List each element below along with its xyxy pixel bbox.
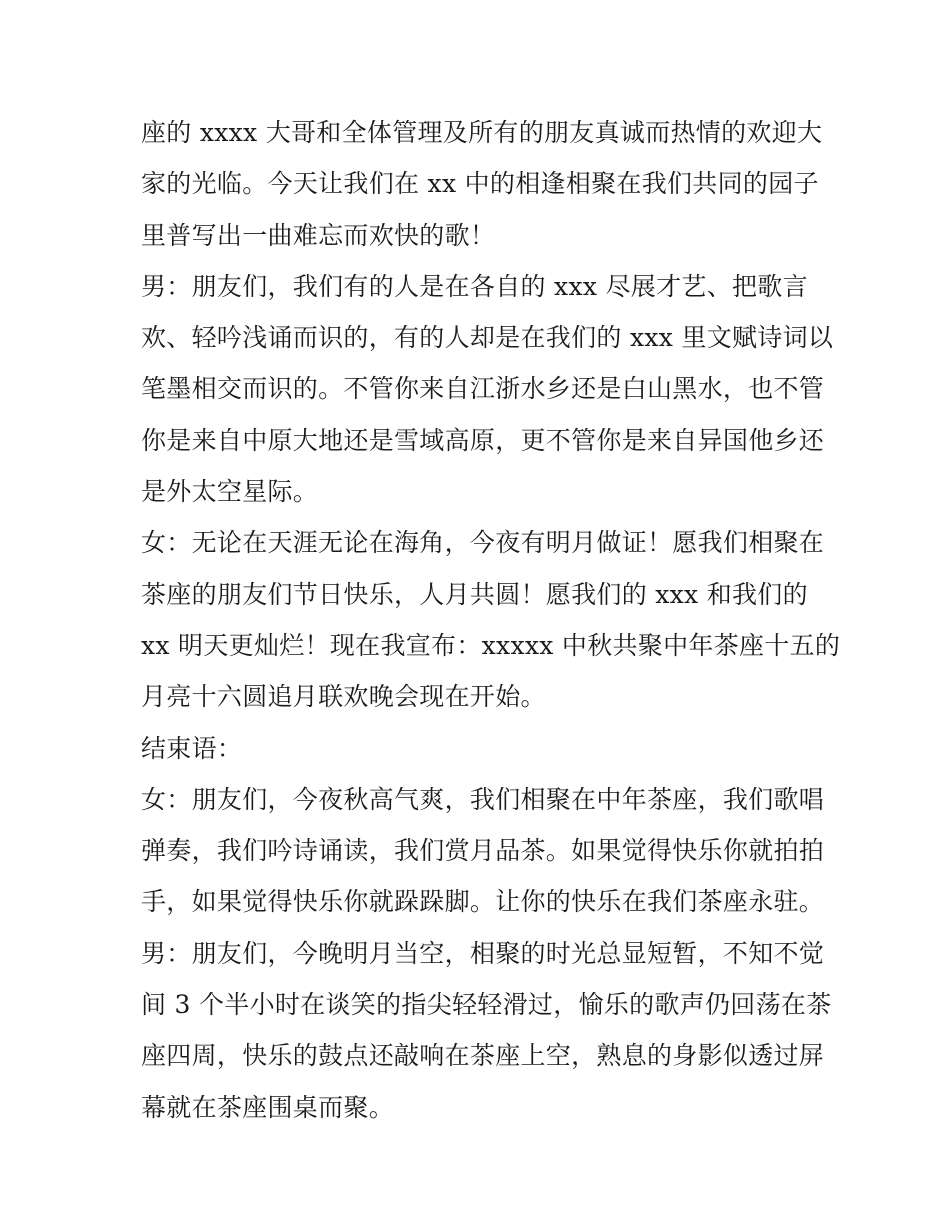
section-heading: 结束语： xyxy=(141,733,243,763)
text-line: 手，如果觉得快乐你就跺跺脚。让你的快乐在我们茶座永驻。 xyxy=(141,887,825,917)
text-line: 欢、轻吟浅诵而识的，有的人却是在我们的 xxx 里文赋诗词以 xyxy=(141,323,834,353)
text-line: 笔墨相交而识的。不管你来自江浙水乡还是白山黑水，也不管 xyxy=(141,374,825,404)
text-line: 是外太空星际。 xyxy=(141,477,319,507)
text-line: 女：朋友们，今夜秋高气爽，我们相聚在中年茶座，我们歌唱 xyxy=(141,784,825,814)
text-line: 男：朋友们，今晚明月当空，相聚的时光总显短暂，不知不觉 xyxy=(141,938,825,968)
text-line: 茶座的朋友们节日快乐，人月共圆！愿我们的 xxx 和我们的 xyxy=(141,579,808,609)
text-line: 里普写出一曲难忘而欢快的歌！ xyxy=(141,220,496,250)
text-line: xx 明天更灿烂！现在我宣布：xxxxx 中秋共聚中年茶座十五的 xyxy=(141,630,841,660)
text-line: 女：无论在天涯无论在海角，今夜有明月做证！愿我们相聚在 xyxy=(141,528,825,558)
text-line: 幕就在茶座围桌而聚。 xyxy=(141,1092,395,1122)
text-line: 座的 xxxx 大哥和全体管理及所有的朋友真诚而热情的欢迎大 xyxy=(141,118,823,147)
document-body xyxy=(141,107,841,1133)
text-line: 座四周，快乐的鼓点还敲响在茶座上空，熟息的身影似透过屏 xyxy=(141,1041,825,1071)
text-line: 间 3 个半小时在谈笑的指尖轻轻滑过，愉乐的歌声仍回荡在茶 xyxy=(141,990,832,1020)
text-line: 家的光临。今天让我们在 xx 中的相逢相聚在我们共同的园子 xyxy=(141,169,819,199)
text-line: 月亮十六圆追月联欢晚会现在开始。 xyxy=(141,682,546,712)
text-line: 男：朋友们，我们有的人是在各自的 xxx 尽展才艺、把歌言 xyxy=(141,271,808,301)
text-line: 你是来自中原大地还是雪域高原，更不管你是来自异国他乡还 xyxy=(141,425,825,455)
text-line: 弹奏，我们吟诗诵读，我们赏月品茶。如果觉得快乐你就拍拍 xyxy=(141,836,825,866)
